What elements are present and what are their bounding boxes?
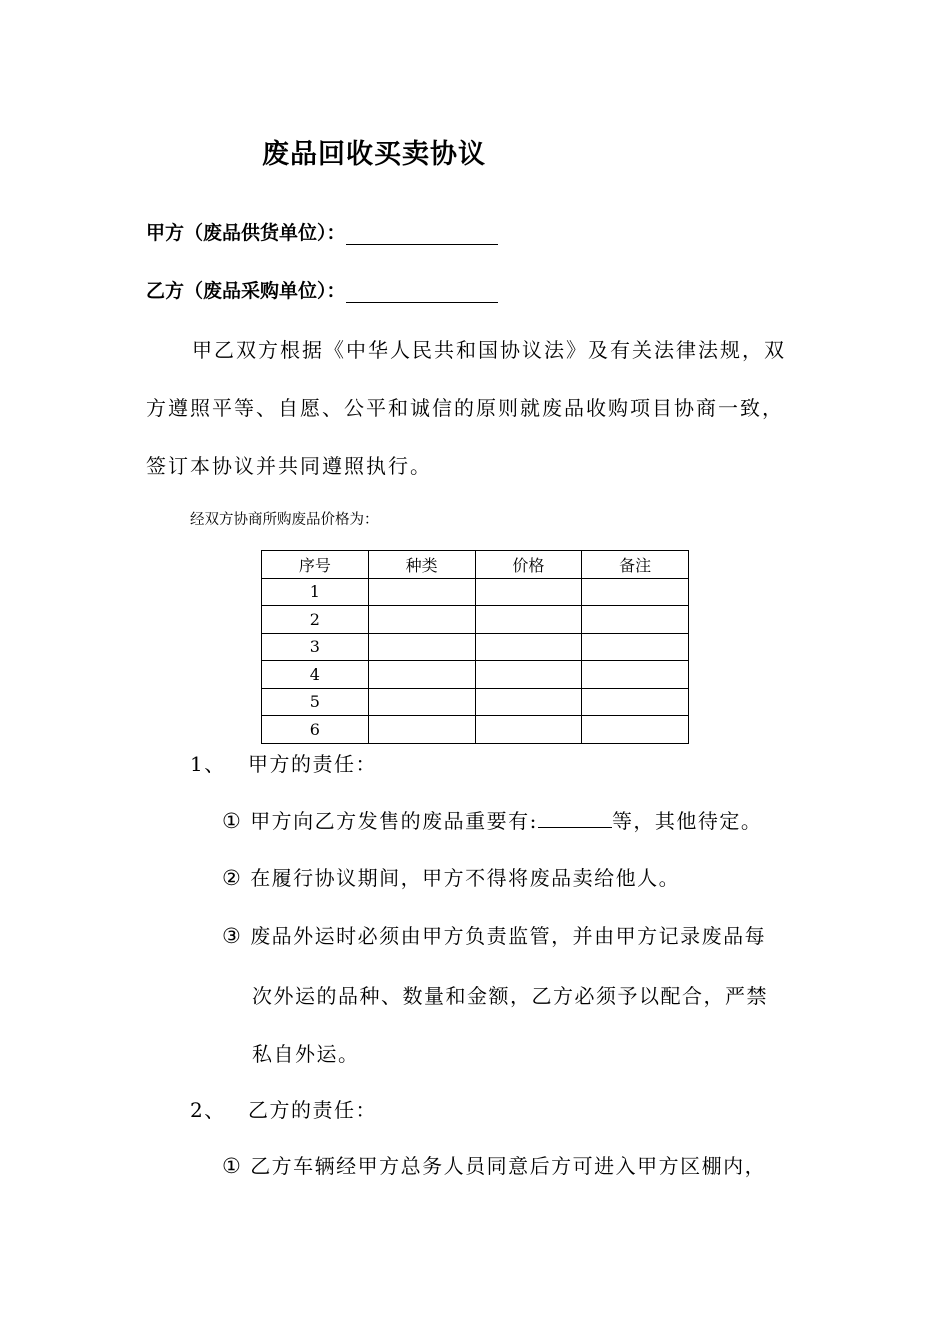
section-1-item-3	[222, 920, 766, 949]
table-cell	[582, 688, 689, 716]
table-cell	[582, 716, 689, 744]
table-cell	[582, 606, 689, 634]
intro-line-3: 签订本协议并共同遵照执行。	[146, 454, 432, 478]
table-cell	[368, 688, 475, 716]
table-cell: 3	[262, 633, 369, 661]
party-a-blank[interactable]	[346, 223, 498, 245]
table-header-cell: 价格	[475, 551, 582, 579]
party-b-label: 乙方（废品采购单位）：	[146, 280, 346, 302]
section-1-number: 1、	[190, 752, 226, 776]
party-b-blank[interactable]	[346, 281, 498, 303]
section-2-item-1	[222, 1150, 766, 1179]
table-cell	[475, 716, 582, 744]
intro-line-2: 方遵照平等、自愿、公平和诚信的原则就废品收购项目协商一致，	[146, 396, 784, 420]
table-cell: 2	[262, 606, 369, 634]
table-cell	[368, 716, 475, 744]
section-2-number: 2、	[190, 1098, 226, 1122]
table-header-cell: 序号	[262, 551, 369, 579]
table-row	[262, 633, 689, 661]
item-text: 在履行协议期间，甲方不得将废品卖给他人。	[250, 866, 681, 890]
table-header-cell: 备注	[582, 551, 689, 579]
item-mark: ①	[222, 1154, 243, 1178]
table-cell	[582, 578, 689, 606]
item-text-line-1: 废品外运时必须由甲方负责监管，并由甲方记录废品每	[250, 924, 767, 948]
table-row	[262, 716, 689, 744]
party-a-label: 甲方（废品供货单位）：	[146, 222, 346, 244]
table-cell	[475, 578, 582, 606]
table-row	[262, 606, 689, 634]
item-text: 乙方车辆经甲方总务人员同意后方可进入甲方区棚内，	[250, 1154, 767, 1178]
item-mark: ②	[222, 866, 243, 890]
table-cell: 4	[262, 661, 369, 689]
table-cell	[368, 633, 475, 661]
goods-blank[interactable]	[538, 808, 612, 828]
party-a-line	[146, 218, 498, 245]
table-cell	[582, 633, 689, 661]
table-cell	[475, 661, 582, 689]
table-cell: 6	[262, 716, 369, 744]
table-cell	[475, 606, 582, 634]
table-row	[262, 578, 689, 606]
table-cell	[368, 578, 475, 606]
section-1-heading: 甲方的责任：	[248, 752, 377, 776]
item-text-line-2: 次外运的品种、数量和金额，乙方必须予以配合，严禁	[252, 984, 768, 1008]
section-1-item-1	[222, 805, 762, 834]
item-text-after: 等，其他待定。	[611, 809, 763, 833]
item-mark: ①	[222, 809, 243, 833]
item-text-line-3: 私自外运。	[252, 1042, 360, 1066]
document-title: 废品回收买卖协议	[262, 139, 486, 170]
table-cell: 5	[262, 688, 369, 716]
table-row	[262, 688, 689, 716]
table-cell	[475, 633, 582, 661]
section-2-heading: 乙方的责任：	[248, 1098, 377, 1122]
price-table	[261, 550, 689, 744]
price-note: 经双方协商所购废品价格为：	[190, 512, 379, 528]
intro-line-1: 甲乙双方根据《中华人民共和国协议法》及有关法律法规，双	[192, 338, 786, 362]
table-cell: 1	[262, 578, 369, 606]
table-cell	[368, 661, 475, 689]
table-header-row	[262, 551, 689, 579]
table-header-cell: 种类	[368, 551, 475, 579]
section-1-item-2	[222, 862, 680, 891]
item-mark: ③	[222, 924, 243, 948]
table-cell	[475, 688, 582, 716]
table-cell	[368, 606, 475, 634]
item-text-before: 甲方向乙方发售的废品重要有:	[250, 809, 538, 833]
party-b-line	[146, 276, 498, 303]
table-cell	[582, 661, 689, 689]
table-row	[262, 661, 689, 689]
